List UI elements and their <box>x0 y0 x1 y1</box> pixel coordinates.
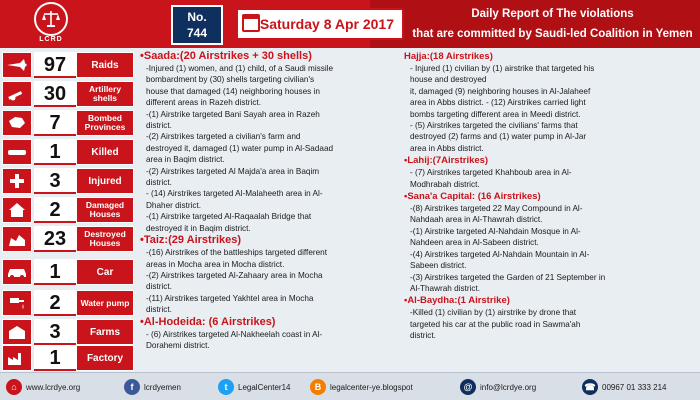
stat-value: 97 <box>34 52 76 78</box>
sanaa-heading: •Sana'a Capital: (16 Airstrikes) <box>404 191 541 203</box>
text-line: Dorahemi district. <box>146 340 210 350</box>
text-line: -(2) Airstrikes targeted Al Majda'a area in Baqim <box>146 166 320 176</box>
text-line: house that damaged (14) neighboring houses in <box>146 86 320 96</box>
date-box <box>236 8 404 40</box>
stat-label: Factory <box>76 345 134 371</box>
stat-car <box>2 259 134 285</box>
stat-killed <box>2 139 134 165</box>
text-line: -(11) Airstrikes targeted Yakhtel area in Mocha <box>146 293 314 303</box>
baydha-section <box>404 307 698 341</box>
text-line: -(4) Airstrikes targeted Al-Nahdain Mountain in Al- <box>410 249 590 259</box>
blogger-icon: B <box>310 379 326 395</box>
stat-value: 7 <box>34 110 76 136</box>
email-link[interactable] <box>460 378 536 396</box>
facebook-link[interactable] <box>124 378 181 396</box>
stat-damaged-houses <box>2 197 134 223</box>
artillery-icon <box>2 81 32 107</box>
scales-icon <box>34 2 68 36</box>
stat-value: 23 <box>34 226 76 252</box>
title-line-1: Daily Report of The violations <box>471 8 634 20</box>
email-text: info@lcrdye.org <box>480 382 537 392</box>
website-link[interactable] <box>6 378 80 396</box>
stat-value: 3 <box>34 319 76 345</box>
phone-text: 00967 01 333 214 <box>602 382 667 392</box>
text-line: area in Baqim district. <box>146 155 225 165</box>
email-icon: @ <box>460 379 476 395</box>
twitter-text: LegalCenter14 <box>238 382 291 392</box>
text-line: -Injured (1) women, and (1) child, of a Saudi missile <box>146 64 334 73</box>
stat-artillery <box>2 81 134 107</box>
text-line: Modhrabah district. <box>410 179 480 189</box>
stat-value: 30 <box>34 81 76 107</box>
text-line: Sabeen district. <box>410 261 467 271</box>
title-line-2: that are committed by Saudi-led Coalition in Yemen <box>412 28 693 40</box>
text-line: areas in Mocha area in Mocha district. <box>146 259 285 269</box>
hajja-heading: Hajja:(18 Airstrikes) <box>404 51 493 62</box>
text-line: district. <box>410 331 436 341</box>
text-line: house and destroyed <box>410 75 487 85</box>
lahij-section <box>404 167 698 190</box>
website-text: www.lcrdye.org <box>26 382 81 392</box>
report-date: Saturday 8 Apr 2017 <box>259 16 394 32</box>
text-line: district. <box>146 282 172 292</box>
stat-destroyed-houses <box>2 226 134 252</box>
text-line: -(16) Airstrikes of the battleships targeted different <box>146 248 327 258</box>
text-line: destroyed it in Baqim district. <box>146 223 251 233</box>
damaged-house-icon <box>2 197 32 223</box>
hodeida-heading: •Al-Hodeida: (6 Airstrikes) <box>140 315 276 328</box>
stat-label: Destroyed Houses <box>76 226 134 252</box>
sanaa-section <box>404 203 698 294</box>
water-pump-icon <box>2 290 32 316</box>
stat-value: 3 <box>34 168 76 194</box>
text-line: -(1) Airstrike targeted Al-Raqaalah Bridge that <box>146 212 312 222</box>
stat-water-pump <box>2 290 134 316</box>
text-line: Al-Thawrah district. <box>410 283 481 293</box>
stat-factory <box>2 345 134 371</box>
stat-injured <box>2 168 134 194</box>
text-line: Dhaher district. <box>146 200 202 210</box>
header-bar <box>0 0 700 48</box>
stat-label: Raids <box>76 52 134 78</box>
saada-heading: •Saada:(20 Airstrikes + 30 shells) <box>140 50 312 62</box>
calendar-icon <box>242 14 260 32</box>
stat-value: 1 <box>34 345 76 371</box>
stat-label: Car <box>76 259 134 285</box>
text-line: - (6) Airstrikes targeted Al-Nakheelah coast in Al- <box>146 329 323 339</box>
saada-section <box>140 63 402 234</box>
taiz-heading: •Taiz:(29 Airstrikes) <box>140 234 242 247</box>
report-number: 744 <box>186 26 208 40</box>
facebook-text: lcrdyemen <box>144 382 181 392</box>
stat-farms <box>2 319 134 345</box>
stat-label: Injured <box>76 168 134 194</box>
blog-link[interactable] <box>310 378 413 396</box>
text-line: - (5) Airstrikes targeted the civilians' farms that <box>410 121 578 131</box>
middle-column <box>140 50 402 368</box>
stat-label: Water pump <box>76 290 134 316</box>
farm-icon <box>2 319 32 345</box>
baydha-heading: •Al-Baydha:(1 Airstrike) <box>404 295 510 307</box>
stat-label: Damaged Houses <box>76 197 134 223</box>
blog-text: legalcenter-ye.blogspot <box>330 382 413 392</box>
lcrd-logo <box>8 2 128 46</box>
destroyed-house-icon <box>2 226 32 252</box>
text-line: -(2) Airstrikes targeted Al-Zahaary area in Mocha <box>146 270 323 280</box>
text-line: bombardment by (30) shells targeting civilian's <box>146 75 315 85</box>
stat-label: Bombed Provinces <box>76 110 134 136</box>
text-line: - (14) Airstrikes targeted Al-Malaheeth area in Al- <box>146 189 323 199</box>
text-line: destroyed (2) farms and (1) water pump in Al-Jar <box>410 132 587 142</box>
lahij-heading: •Lahij:(7Airstrikes) <box>404 155 489 167</box>
report-number-label: No. <box>187 10 207 24</box>
text-line: district. <box>146 178 172 188</box>
text-line: bombs targeting different area in Meedi district. <box>410 109 581 119</box>
text-line: -(1) Airstrike targeted Al-Nahdain Mosque in Al- <box>410 226 581 236</box>
stat-value: 2 <box>34 290 76 316</box>
report-number-box <box>171 5 223 45</box>
stat-label: Killed <box>76 139 134 165</box>
stat-label: Artillery shells <box>76 81 134 107</box>
factory-icon <box>2 345 32 371</box>
map-icon <box>2 110 32 136</box>
car-icon <box>2 259 32 285</box>
footer-bar <box>0 372 700 400</box>
stat-label: Farms <box>76 319 134 345</box>
injured-icon <box>2 168 32 194</box>
killed-icon <box>2 139 32 165</box>
text-line: it, damaged (9) neighboring houses in Al-Jalaheef <box>410 86 591 96</box>
text-line: targeted his car at the public road in Sawma'ah <box>410 319 581 329</box>
text-line: -(2) Airstrikes targeted a civilian's farm and <box>146 132 301 142</box>
phone-icon: ☎ <box>582 379 598 395</box>
text-line: area in Abbs district. - (12) Airstrikes carried light <box>410 98 586 108</box>
text-line: -(3) Airstrikes targeted the Garden of 21 September in <box>410 272 606 282</box>
text-line: district. <box>146 305 172 315</box>
text-line: area in Abbs district. <box>410 143 484 153</box>
stat-raids <box>2 52 134 78</box>
twitter-link[interactable] <box>218 378 290 396</box>
twitter-icon: t <box>218 379 234 395</box>
stat-value: 2 <box>34 197 76 223</box>
right-column <box>404 50 698 368</box>
stat-value: 1 <box>34 139 76 165</box>
globe-icon: ⌂ <box>6 379 22 395</box>
text-line: -Killed (1) civilian by (1) airstrike by drone that <box>410 308 577 318</box>
facebook-icon: f <box>124 379 140 395</box>
text-line: district. <box>146 121 172 131</box>
text-line: - Injured (1) civilian by (1) airstrike that targeted his <box>410 64 595 73</box>
text-line: different areas in Razeh district. <box>146 98 261 108</box>
text-line: -(1) Airstrike targeted Bani Sayah area in Razeh <box>146 109 320 119</box>
text-line: Nahdaah area in Al-Thawrah district. <box>410 215 543 225</box>
hodeida-section <box>140 329 402 352</box>
taiz-section <box>140 247 402 315</box>
jet-icon <box>2 52 32 78</box>
stat-provinces <box>2 110 134 136</box>
stat-value: 1 <box>34 259 76 285</box>
text-line: - (7) Airstrikes targeted Khahboub area in Al- <box>410 168 572 178</box>
report-title <box>405 4 700 44</box>
text-line: destroyed it, damaged (1) water pump in Al-Sadaad <box>146 143 334 153</box>
phone-link[interactable] <box>582 378 667 396</box>
logo-text: LCRD <box>39 36 63 43</box>
hajja-section <box>404 63 698 154</box>
text-line: Nahdeen area in Al-Sabeen district. <box>410 238 539 248</box>
text-line: -(8) Airstrikes targeted 22 May Compound in Al- <box>410 204 583 214</box>
